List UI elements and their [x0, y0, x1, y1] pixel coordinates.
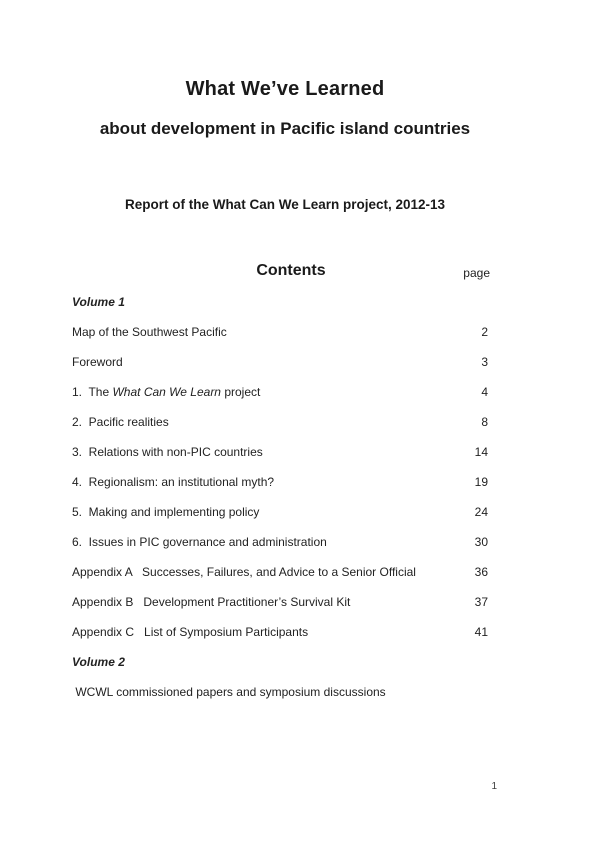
toc-entry-row: [72, 347, 498, 377]
toc-entry-label: [72, 557, 416, 587]
toc-label-segment: 1. The: [72, 385, 113, 399]
toc-entry-label: [72, 497, 259, 527]
toc-label-segment: Appendix B Development Practitioner’s Survival Kit: [72, 595, 351, 609]
toc-section-row: [72, 647, 498, 677]
toc-entry-label: [72, 317, 227, 347]
toc-entry-row: [72, 317, 498, 347]
toc-label-segment: 6. Issues in PIC governance and administration: [72, 535, 327, 549]
page-column-label: page: [463, 266, 490, 280]
toc-entry-label: [72, 527, 327, 557]
contents-header: [72, 260, 498, 282]
toc-label-segment: 3. Relations with non-PIC countries: [72, 445, 263, 459]
toc-entry-page-number: 37: [474, 595, 488, 609]
toc-label-segment: project: [220, 385, 261, 399]
toc-entry-row: [72, 497, 498, 527]
toc-label-segment: Volume 2: [72, 655, 125, 669]
toc-entry-page-number: 8: [481, 415, 488, 429]
toc-entry-page-number: 24: [474, 505, 488, 519]
toc-entry-page-number: 14: [474, 445, 488, 459]
toc-section-row: [72, 287, 498, 317]
document-subtitle: about development in Pacific island countries: [99, 119, 471, 138]
toc-entry-row: [72, 437, 498, 467]
toc-entry-row: [72, 377, 498, 407]
toc-entry-row: [72, 407, 498, 437]
toc-entry-page-number: 2: [481, 325, 488, 339]
toc-entry-page-number: 36: [474, 565, 488, 579]
toc-entry-label: [72, 677, 386, 707]
contents-heading: Contents: [256, 262, 326, 279]
document-title: What We’ve Learned: [185, 78, 385, 100]
toc-entry-label: [72, 467, 274, 497]
toc-entry-label: [72, 617, 308, 647]
toc-entry-page-number: 41: [474, 625, 488, 639]
toc-label-segment: Map of the Southwest Pacific: [72, 325, 227, 339]
toc-label-segment: Appendix A Successes, Failures, and Advice to a Senior Official: [72, 565, 416, 579]
toc-entry-page-number: 4: [481, 385, 488, 399]
toc-label-segment: Foreword: [72, 355, 123, 369]
toc-entry-row: [72, 587, 498, 617]
toc-entry-label: [72, 287, 125, 317]
toc-label-segment: 4. Regionalism: an institutional myth?: [72, 475, 275, 489]
toc-entry-row: [72, 467, 498, 497]
toc-entry-page-number: 3: [481, 355, 488, 369]
toc-label-segment: 5. Making and implementing policy: [72, 505, 260, 519]
footer-page-number: 1: [491, 781, 497, 792]
toc-label-segment: Appendix C List of Symposium Participants: [72, 625, 309, 639]
toc-entry-label: [72, 347, 123, 377]
toc-entry-row: [72, 527, 498, 557]
toc-entry-label: [72, 407, 169, 437]
toc-entry-label: [72, 377, 260, 407]
toc-label-segment: WCWL commissioned papers and symposium discussions: [72, 685, 386, 699]
report-subtitle-line: Report of the What Can We Learn project, 2012-13: [124, 197, 446, 212]
toc-entry-row: [72, 677, 498, 707]
toc-entry-page-number: 19: [474, 475, 488, 489]
toc-entry-label: [72, 437, 263, 467]
toc-label-segment: 2. Pacific realities: [72, 415, 169, 429]
toc-entry-row: [72, 557, 498, 587]
toc-entry-label: [72, 587, 350, 617]
toc-label-segment: Volume 1: [72, 295, 125, 309]
toc-entry-row: [72, 617, 498, 647]
table-of-contents: [72, 287, 498, 707]
toc-entry-label: [72, 647, 125, 677]
toc-entry-page-number: 30: [474, 535, 488, 549]
toc-label-segment: What Can We Learn: [112, 385, 221, 399]
